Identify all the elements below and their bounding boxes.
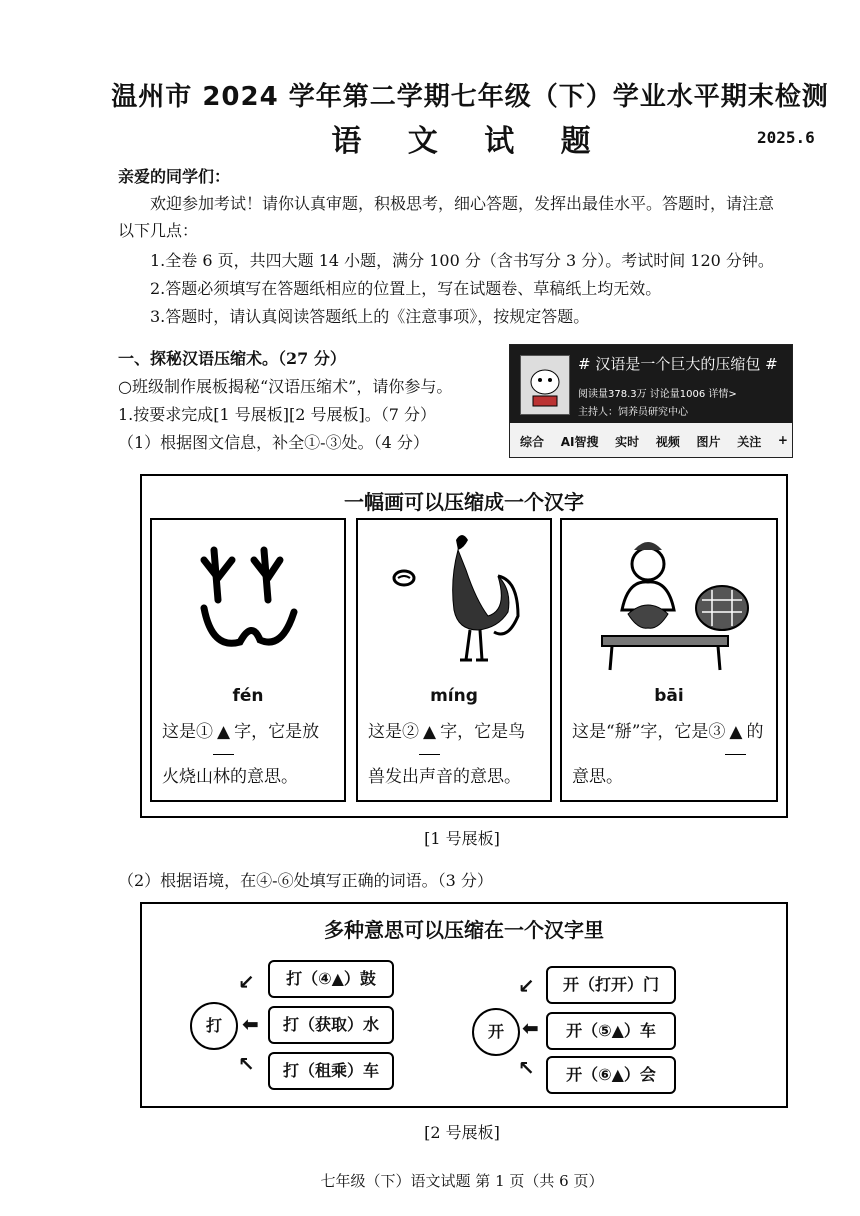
tab-pictures[interactable]: 图片 <box>696 435 721 449</box>
right-item-2[interactable]: 开（⑤▲）车 <box>546 1012 676 1050</box>
topic-stats: 阅读量378.3万 讨论量1006 详情> <box>578 389 737 400</box>
subject-title: 语 文 试 题 <box>331 124 609 159</box>
left-item-2: 打（获取）水 <box>268 1006 394 1044</box>
exam-date: 2025.6 <box>757 128 815 147</box>
card-3-pinyin: bāi <box>654 686 684 706</box>
intro-paragraph: 欢迎参加考试！请你认真审题，积极思考，细心答题，发挥出最佳水平。答题时，请注意 <box>150 194 775 213</box>
board-2 <box>140 902 788 1108</box>
page-footer: 七年级（下）语文试题 第 1 页（共 6 页） <box>320 1172 604 1190</box>
section-heading: 一、探秘汉语压缩术。（27 分） <box>118 349 346 368</box>
right-item-1: 开（打开）门 <box>546 966 676 1004</box>
arrow-up-left-icon-2: ↙ <box>518 974 535 998</box>
note-2: 2.答题必须填写在答题纸相应的位置上，写在试题卷、草稿纸上均无效。 <box>150 279 662 298</box>
blank-3[interactable]: ▲ <box>725 710 746 755</box>
man-breaking-melon-icon <box>562 520 776 680</box>
arrow-left-icon-2: ⬅ <box>522 1016 539 1040</box>
arrow-left-icon: ⬅ <box>242 1012 259 1036</box>
section-intro: ○班级制作展板揭秘“汉语压缩术”，请你参与。 <box>118 377 453 396</box>
note-3: 3.答题时，请认真阅读答题纸上的《注意事项》，按规定答题。 <box>150 307 590 326</box>
right-item-3[interactable]: 开（⑥▲）会 <box>546 1056 676 1094</box>
tab-realtime[interactable]: 实时 <box>615 435 640 449</box>
topic-tabs <box>520 433 788 450</box>
card-fen <box>150 518 346 802</box>
right-root-char: 开 <box>472 1008 520 1056</box>
card-ming <box>356 518 552 802</box>
greeting: 亲爱的同学们： <box>118 167 231 186</box>
card-1-text: 这是① ▲ 字，它是放 火烧山林的意思。 <box>152 710 344 799</box>
card-2-text: 这是② ▲ 字，它是鸟 兽发出声音的意思。 <box>358 710 550 799</box>
tab-comprehensive[interactable]: 综合 <box>520 435 545 449</box>
mascot-icon <box>520 355 570 415</box>
note-1: 1.全卷 6 页，共四大题 14 小题，满分 100 分（含书写分 3 分）。考试时间 120 分钟。 <box>150 251 774 270</box>
board-2-title: 多种意思可以压缩在一个汉字里 <box>324 918 604 942</box>
card-bai <box>560 518 778 802</box>
topic-host: 主持人：饲养员研究中心 <box>578 407 688 418</box>
card-2-pinyin: míng <box>430 686 478 706</box>
left-root-char: 打 <box>190 1002 238 1050</box>
card-3-text: 这是“掰”字，它是③ ▲ 的 意思。 <box>562 710 776 799</box>
question-1-2: （2）根据语境，在④-⑥处填写正确的词语。（3 分） <box>118 871 493 890</box>
arrow-down-left-icon: ↖ <box>238 1052 255 1076</box>
left-item-1[interactable]: 打（④▲）鼓 <box>268 960 394 998</box>
intro-paragraph-cont: 以下几点： <box>118 221 199 240</box>
board-1-title: 一幅画可以压缩成一个汉字 <box>344 490 584 514</box>
blank-1[interactable]: ▲ <box>213 710 234 755</box>
exam-title: 温州市 2024 学年第二学期七年级（下）学业水平期末检测 <box>111 82 829 112</box>
topic-title[interactable]: # 汉语是一个巨大的压缩包 # <box>578 355 778 373</box>
tab-video[interactable]: 视频 <box>655 435 680 449</box>
arrow-down-left-icon-2: ↖ <box>518 1056 535 1080</box>
board-1 <box>140 474 788 818</box>
tab-ai-search[interactable]: AI智搜 <box>560 435 599 449</box>
left-item-3: 打（租乘）车 <box>268 1052 394 1090</box>
fen-oracle-icon <box>152 520 344 680</box>
rooster-icon <box>358 520 550 680</box>
card-1-pinyin: fén <box>232 686 264 706</box>
board-2-caption: [2 号展板] <box>424 1123 500 1142</box>
question-1: 1.按要求完成[1 号展板][2 号展板]。（7 分） <box>118 405 437 424</box>
tab-add[interactable]: + <box>777 433 788 447</box>
blank-2[interactable]: ▲ <box>419 710 440 755</box>
arrow-up-left-icon: ↙ <box>238 970 255 994</box>
question-1-1: （1）根据图文信息，补全①-③处。（4 分） <box>118 433 429 452</box>
tab-follow[interactable]: 关注 <box>737 435 762 449</box>
topic-card <box>509 344 793 458</box>
board-1-caption: [1 号展板] <box>424 829 500 848</box>
